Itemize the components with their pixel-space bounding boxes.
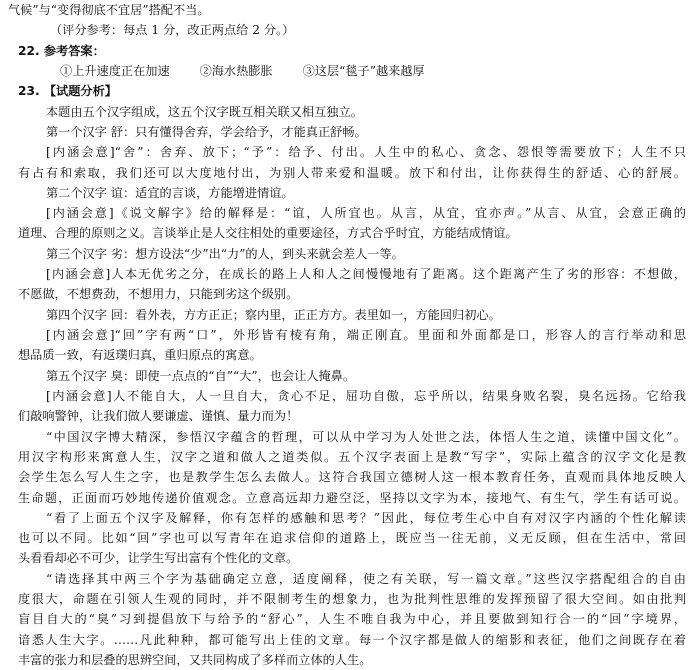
paragraph-line: 度很大，命题在引领人生观的同时，并不限制考生的想象力，也为批判性思维的发挥预留了很大空间。如由批判 bbox=[18, 592, 686, 607]
paragraph-line: [内涵会意]“回”字有两“口”，外形皆有棱有角，端正刚直。里面和外面都是口，形容人的言行举动和思 bbox=[46, 328, 686, 342]
paragraph-line: “中国汉字博大精深，参悟汉字蕴含的哲理，可以从中学习为人处世之法，体悟人生之道，读懂中国文化”。 bbox=[46, 429, 686, 444]
answer-item: ①上升速度正在加速 bbox=[60, 63, 170, 78]
paragraph-line: 本题由五个汉字组成，这五个汉字既互相关联又相互独立。 bbox=[46, 104, 363, 119]
paragraph-line: 第二个汉字 谊：适宜的言谈，方能增进情谊。 bbox=[46, 185, 294, 200]
paragraph-line: “看了上面五个汉字及解释，你有怎样的感触和思考？”因此，每位考生心中自有对汉字内涵的个性化解读 bbox=[46, 510, 686, 525]
paragraph-line: 想品质一致，有返璞归真，重归原点的寓意。 bbox=[18, 348, 262, 363]
paragraph-line: 也可以不同。比如“回”字也可以写青年在追求信仰的道路上，既应当一往无前，义无反顾，但在生活中，常回 bbox=[18, 531, 686, 546]
paragraph-line: 第一个汉字 舒：只有懂得舍弃，学会给予，才能真正舒畅。 bbox=[46, 124, 367, 139]
paragraph-line: 第三个汉字 劣：想方设法“少”出“力”的人，到头来就会差人一等。 bbox=[46, 246, 404, 261]
paragraph-line: 第五个汉字 臭：即使一点点的“自”“大”，也会让人掩鼻。 bbox=[46, 368, 356, 383]
section-heading: 23. 【试题分析】 bbox=[18, 84, 117, 99]
paragraph-line: 有占有和索取，我们还可以大度地付出，为别人带来爱和温暖。放下和付出，让你获得生的舒适、心的舒展。 bbox=[18, 165, 686, 180]
paragraph-line: 谙悉人生大字。……凡此种种，都可能写出上佳的文章。每一个汉字都是做人的缩影和表征，他们之间既存在着 bbox=[18, 632, 686, 647]
paragraph-line: 不愿做，不想费劲，不想用力，只能到劣这个级别。 bbox=[18, 287, 299, 302]
text-line: 气候”与“变得彻底不宜居”搭配不当。 bbox=[8, 3, 210, 17]
section-heading: 22. 参考答案： bbox=[18, 43, 105, 58]
paragraph-line: 用汉字构形来寓意人生，汉字之道和做人之道类似。五个汉字表面上是教“写字”，实际上蕴含的汉字文化是教 bbox=[18, 449, 686, 464]
paragraph-line: 头看看却必不可少，让学生写出富有个性化的文章。 bbox=[18, 551, 299, 566]
paragraph-line: [内涵会意]人本无优劣之分，在成长的路上人和人之间慢慢地有了距离。这个距离产生了劣的形容：不想做， bbox=[46, 267, 686, 282]
paragraph-line: 丰富的张力和层叠的思辨空间，又共同构成了多样而立体的人生。 bbox=[18, 653, 372, 667]
answer-item: ③这层“毯子”越来越厚 bbox=[302, 63, 425, 78]
paragraph-line: [内涵会意]人不能自大，人一旦自大，贪心不足，屈功自傲，忘乎所以，结果身败名裂，臭名远扬。它给我 bbox=[46, 388, 686, 403]
paragraph-line: 生命题，正面而巧妙地传递价值观念。立意高远却力避空泛，坚持以文字为本，接地气、有生气，学生有话可说。 bbox=[18, 490, 686, 505]
paragraph-line: 们敲响警钟，让我们做人要谦虚、谨慎、量力而为！ bbox=[18, 409, 299, 424]
answer-item: ②海水热膨胀 bbox=[199, 63, 273, 78]
paragraph-line: 道理、合理的原则之义。言谈举止是人交往相处的重要途径，方式合乎时宜，方能结成情谊。 bbox=[18, 226, 518, 241]
paragraph-line: “请选择其中两三个字为基础确定立意，适度阐释，使之有关联，写一篇文章。”这些汉字搭配组合的自由 bbox=[46, 571, 686, 586]
text-line: （评分参考：每点 1 分，改正两点给 2 分。） bbox=[50, 23, 295, 38]
paragraph-line: [内涵会意]“舍”：舍弃、放下；“予”：给予、付出。人生中的私心、贪念、怨恨等需要放下；人生不只 bbox=[46, 145, 686, 160]
paragraph-line: [内涵会意]《说文解字》给的解释是：“谊，人所宜也。从言，从宜，宜亦声。”从言、从宜，会意正确的 bbox=[46, 206, 686, 221]
paragraph-line: 第四个汉字 回：看外表，方方正正；察内里，正正方方。表里如一，方能回归初心。 bbox=[46, 307, 501, 322]
paragraph-line: 盲目自大的“臭”习到提倡放下与给予的“舒心”，人生不唯自我为中心，并且要做到知行合一的“回”字境界， bbox=[18, 612, 686, 627]
answer-line bbox=[60, 63, 692, 80]
paragraph-line: 会学生怎么写人生之字，也是教学生怎么去做人。这符合我国立德树人这一根本教育任务，直观而具体地反映人 bbox=[18, 470, 686, 485]
